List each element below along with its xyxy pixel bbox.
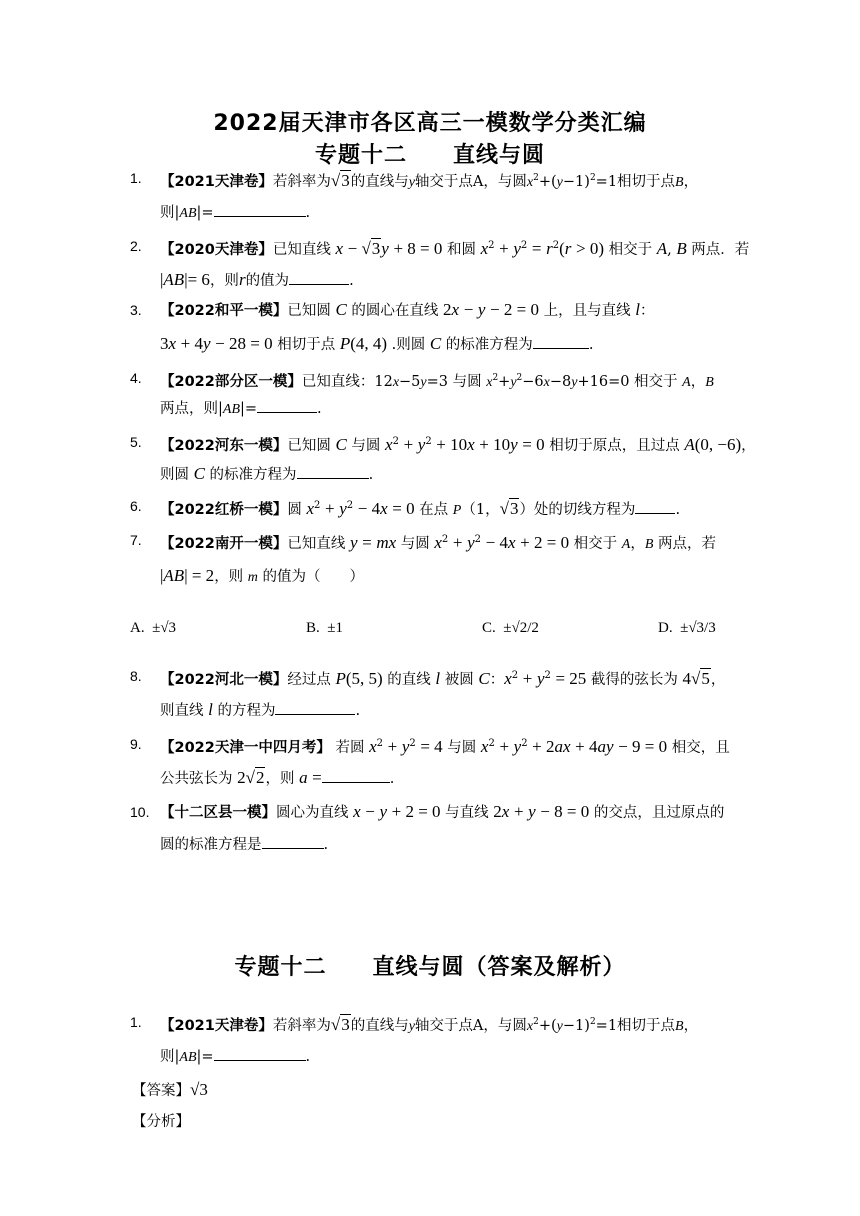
option-d	[658, 618, 716, 638]
question-number: 5.	[130, 434, 142, 450]
question-number: 6.	[130, 498, 142, 514]
question-2-line-1: 【2020天津卷】已知直线 x − √3y + 8 = 0 和圆 $x^2 + y^2 = r^2(r > 0)$ 相交于 A, B 两点．若	[160, 238, 750, 258]
question-3-line-2: 3x + 4y − 28 = 0 相切于点 P(4, 4) .则圆 C 的标准方程为 .	[160, 334, 594, 353]
question-source: 【2021天津卷】	[160, 1017, 273, 1034]
question-number: 9.	[130, 736, 142, 752]
question-number: 3.	[130, 302, 142, 318]
question-5-line-1: 【2022河东一模】已知圆 C 与圆 $x^2 + y^2 + 10x + 10y = 0$ 相切于原点，且过点 A(0, −6)，	[160, 434, 756, 454]
question-5-line-2: 则圆 C 的标准方程为 .	[160, 464, 374, 483]
question-9-line-2: 公共弦长为 2√2，则 a = .	[160, 768, 395, 787]
question-2-line-2: |AB|= 6，则r的值为 .	[160, 270, 354, 289]
answer-line	[132, 1080, 712, 1101]
question-7-line-1: 【2022南开一模】已知直线 y = mx 与圆 $x^2 + y^2 - 4x + 2 = 0$ 相交于 A，B 两点，若	[160, 532, 717, 552]
question-source: 【2022和平一模】	[160, 303, 288, 319]
question-1-line-1: 【2021天津卷】若斜率为√3的直线与y轴交于点A，与圆$x^2+(y-1)^2=1$相切于点B，	[160, 170, 699, 190]
answer-value: √3	[190, 1080, 208, 1099]
question-10-line-2: 圆的标准方程是 .	[160, 834, 740, 855]
question-3-line-1: 【2022和平一模】已知圆 C 的圆心在直线 2x − y − 2 = 0 上，且与直线 l：	[160, 300, 655, 319]
option-value: ±√2/2	[503, 620, 539, 636]
answer-question-number: 1.	[130, 1014, 142, 1030]
question-4-line-1: 【2022部分区一模】已知直线：12x−5y=3 与圆 $x^2+y^2-6x-8y+16=0$ 相交于 A，B	[160, 373, 714, 390]
option-b	[306, 618, 343, 638]
question-10-line-1: 【十二区县一模】圆心为直线 x − y + 2 = 0 与直线 2x + y − 8 = 0 的交点，且过原点的	[160, 802, 725, 821]
question-number: 4.	[130, 370, 142, 386]
question-source: 【2022河东一模】	[160, 437, 288, 454]
answer-label: 【答案】	[132, 1083, 190, 1099]
question-1-line-2: 则|AB|= .	[160, 202, 740, 224]
section-title: 专题十二 直线与圆	[314, 143, 545, 168]
option-label: B.	[306, 620, 320, 636]
question-number: 10.	[130, 804, 150, 820]
question-source: 【2022红桥一模】	[160, 501, 288, 518]
question-8-line-2: 则直线 l 的方程为 .	[160, 700, 361, 719]
question-source: 【2022天津一中四月考】	[160, 739, 331, 756]
question-number: 2.	[130, 238, 142, 254]
question-source: 【2021天津卷】	[160, 173, 273, 190]
question-source: 【2020天津卷】	[160, 241, 273, 258]
option-label: D.	[658, 620, 673, 636]
question-9-line-1: 【2022天津一中四月考】 若圆 $x^2 + y^2 = 4$ 与圆 $x^2 + y^2 + 2ax + 4ay - 9 = 0$ 相交，且	[160, 736, 730, 756]
option-value: ±√3	[152, 620, 177, 636]
question-source: 【十二区县一模】	[160, 805, 276, 821]
question-4-line-2: 两点，则|AB|= .	[160, 398, 740, 420]
option-label: A.	[130, 620, 145, 636]
analysis-line	[132, 1112, 712, 1132]
answer-question-1-line-1: 【2021天津卷】若斜率为√3的直线与y轴交于点A，与圆$x^2+(y-1)^2=1$相切于点B，	[160, 1014, 699, 1034]
option-label: C.	[482, 620, 496, 636]
question-6-line-1: 【2022红桥一模】圆 $x^2 + y^2 - 4x = 0$ 在点 P（1，√3）处的切线方程为 .	[160, 498, 681, 518]
option-c	[482, 618, 539, 638]
question-number: 7.	[130, 532, 142, 548]
answer-question-1-line-2: 则|AB|= .	[160, 1046, 740, 1068]
question-number: 1.	[130, 170, 142, 186]
question-7-line-2: |AB| = 2，则 m 的值为（ ）	[160, 566, 365, 585]
question-number: 8.	[130, 668, 142, 684]
question-source: 【2022南开一模】	[160, 535, 288, 552]
question-source: 【2022河北一模】	[160, 671, 288, 688]
option-a	[130, 618, 176, 638]
option-value: ±√3/3	[680, 620, 716, 636]
answers-title: 专题十二 直线与圆（答案及解析）	[234, 955, 626, 980]
question-source: 【2022部分区一模】	[160, 373, 302, 390]
question-8-line-1: 【2022河北一模】经过点 P(5, 5) 的直线 l 被圆 C：$x^2 + y^2 = 25$ 截得的弦长为 4√5，	[160, 668, 726, 688]
analysis-label: 【分析】	[132, 1114, 190, 1130]
option-value: ±1	[327, 620, 343, 636]
document-title: 2022届天津市各区高三一模数学分类汇编	[213, 111, 647, 136]
